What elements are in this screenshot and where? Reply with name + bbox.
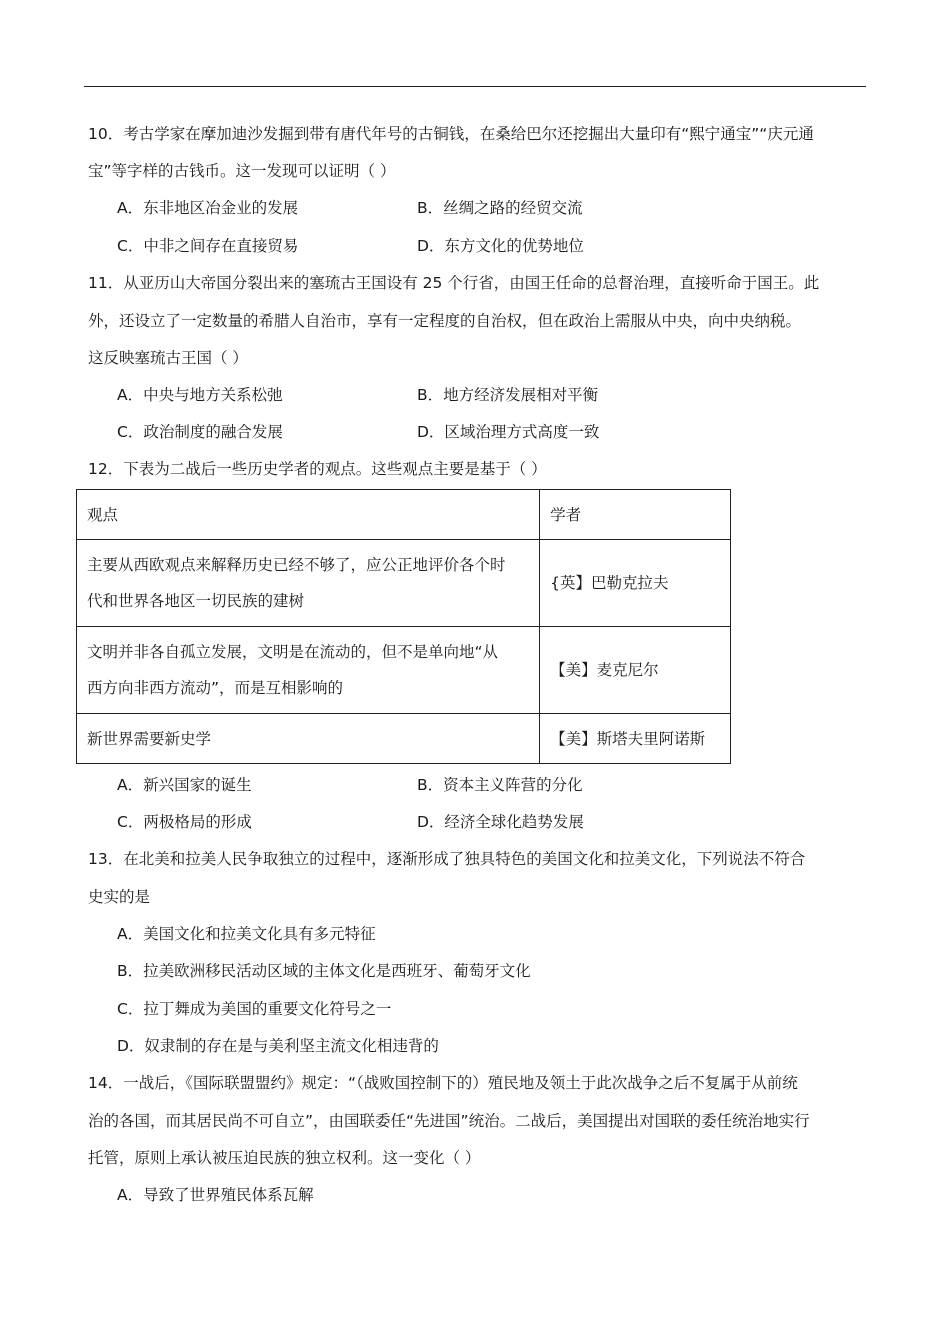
q13-stem-line-1: 13．在北美和拉美人民争取独立的过程中，逐渐形成了独具特色的美国文化和拉美文化，下列说法不符合	[88, 850, 806, 868]
q13-option-b[interactable]: B．拉美欧洲移民活动区域的主体文化是西班牙、葡萄牙文化	[117, 962, 531, 980]
historians-views-table	[76, 489, 731, 764]
q14-stem-line-2: 治的各国，而其居民尚不可自立”，由国联委任“先进国”统治。二战后，美国提出对国联的委任统治地实行	[88, 1112, 810, 1130]
view-text-line: 文明并非各自孤立发展，文明是在流动的，但不是单向地“从	[87, 643, 499, 661]
q10-stem-line-2: 宝”等字样的古钱币。这一发现可以证明（ ）	[88, 162, 396, 180]
header-view-cell: 观点	[77, 490, 540, 540]
header-rule	[84, 86, 866, 87]
scholar-cell: 【美】斯塔夫里阿诺斯	[540, 714, 731, 764]
q12-option-a[interactable]: A．新兴国家的诞生	[117, 776, 252, 794]
header-scholar-cell: 学者	[540, 490, 731, 540]
q12-option-d[interactable]: D．经济全球化趋势发展	[417, 813, 584, 831]
q13-option-d[interactable]: D．奴隶制的存在是与美利坚主流文化相违背的	[117, 1037, 439, 1055]
q10-option-a[interactable]: A．东非地区冶金业的发展	[117, 199, 299, 217]
table-row	[77, 714, 731, 764]
q11-stem-line-1: 11．从亚历山大帝国分裂出来的塞琉古王国设有 25 个行省，由国王任命的总督治理，直接听命于国王。此	[88, 274, 820, 292]
view-cell: 新世界需要新史学	[77, 714, 540, 764]
q12-option-c[interactable]: C．两极格局的形成	[117, 813, 252, 831]
q10-stem-line-1: 10．考古学家在摩加迪沙发掘到带有唐代年号的古铜钱，在桑给巴尔还挖掘出大量印有“熙宁通宝”“庆元通	[88, 125, 814, 143]
table-header-row	[77, 490, 731, 540]
view-cell	[77, 627, 540, 714]
q13-stem-line-2: 史实的是	[88, 888, 151, 906]
q11-option-d[interactable]: D．区域治理方式高度一致	[417, 423, 600, 441]
q13-option-c[interactable]: C．拉丁舞成为美国的重要文化符号之一	[117, 1000, 392, 1018]
q11-option-c[interactable]: C．政治制度的融合发展	[117, 423, 283, 441]
q14-stem-line-1: 14．一战后，《国际联盟盟约》规定：“（战败国控制下的）殖民地及领土于此次战争之后不复属于从前统	[88, 1074, 798, 1092]
view-cell	[77, 540, 540, 627]
view-text-line: 代和世界各地区一切民族的建树	[87, 592, 305, 610]
view-text-line: 主要从西欧观点来解释历史已经不够了，应公正地评价各个时	[87, 556, 506, 574]
scholar-cell: 【美】麦克尼尔	[540, 627, 731, 714]
q13-option-a[interactable]: A．美国文化和拉美文化具有多元特征	[117, 925, 376, 943]
q10-option-d[interactable]: D．东方文化的优势地位	[417, 237, 584, 255]
q11-stem-line-3: 这反映塞琉古王国（ ）	[88, 349, 248, 367]
table-row	[77, 540, 731, 627]
q11-option-a[interactable]: A．中央与地方关系松弛	[117, 386, 283, 404]
q11-stem-line-2: 外，还设立了一定数量的希腊人自治市，享有一定程度的自治权，但在政治上需服从中央，向中央纳税。	[88, 312, 802, 330]
q11-option-b[interactable]: B．地方经济发展相对平衡	[417, 386, 599, 404]
view-text-line: 西方向非西方流动”，而是互相影响的	[87, 679, 344, 697]
q14-option-a[interactable]: A．导致了世界殖民体系瓦解	[117, 1186, 314, 1204]
q10-option-c[interactable]: C．中非之间存在直接贸易	[117, 237, 299, 255]
q12-option-b[interactable]: B．资本主义阵营的分化	[417, 776, 583, 794]
table-row	[77, 627, 731, 714]
q12-stem-line-1: 12．下表为二战后一些历史学者的观点。这些观点主要是基于（ ）	[88, 460, 547, 478]
q10-option-b[interactable]: B．丝绸之路的经贸交流	[417, 199, 583, 217]
scholar-cell: {英】巴勒克拉夫	[540, 540, 731, 627]
q14-stem-line-3: 托管，原则上承认被压迫民族的独立权利。这一变化（ ）	[88, 1149, 481, 1167]
